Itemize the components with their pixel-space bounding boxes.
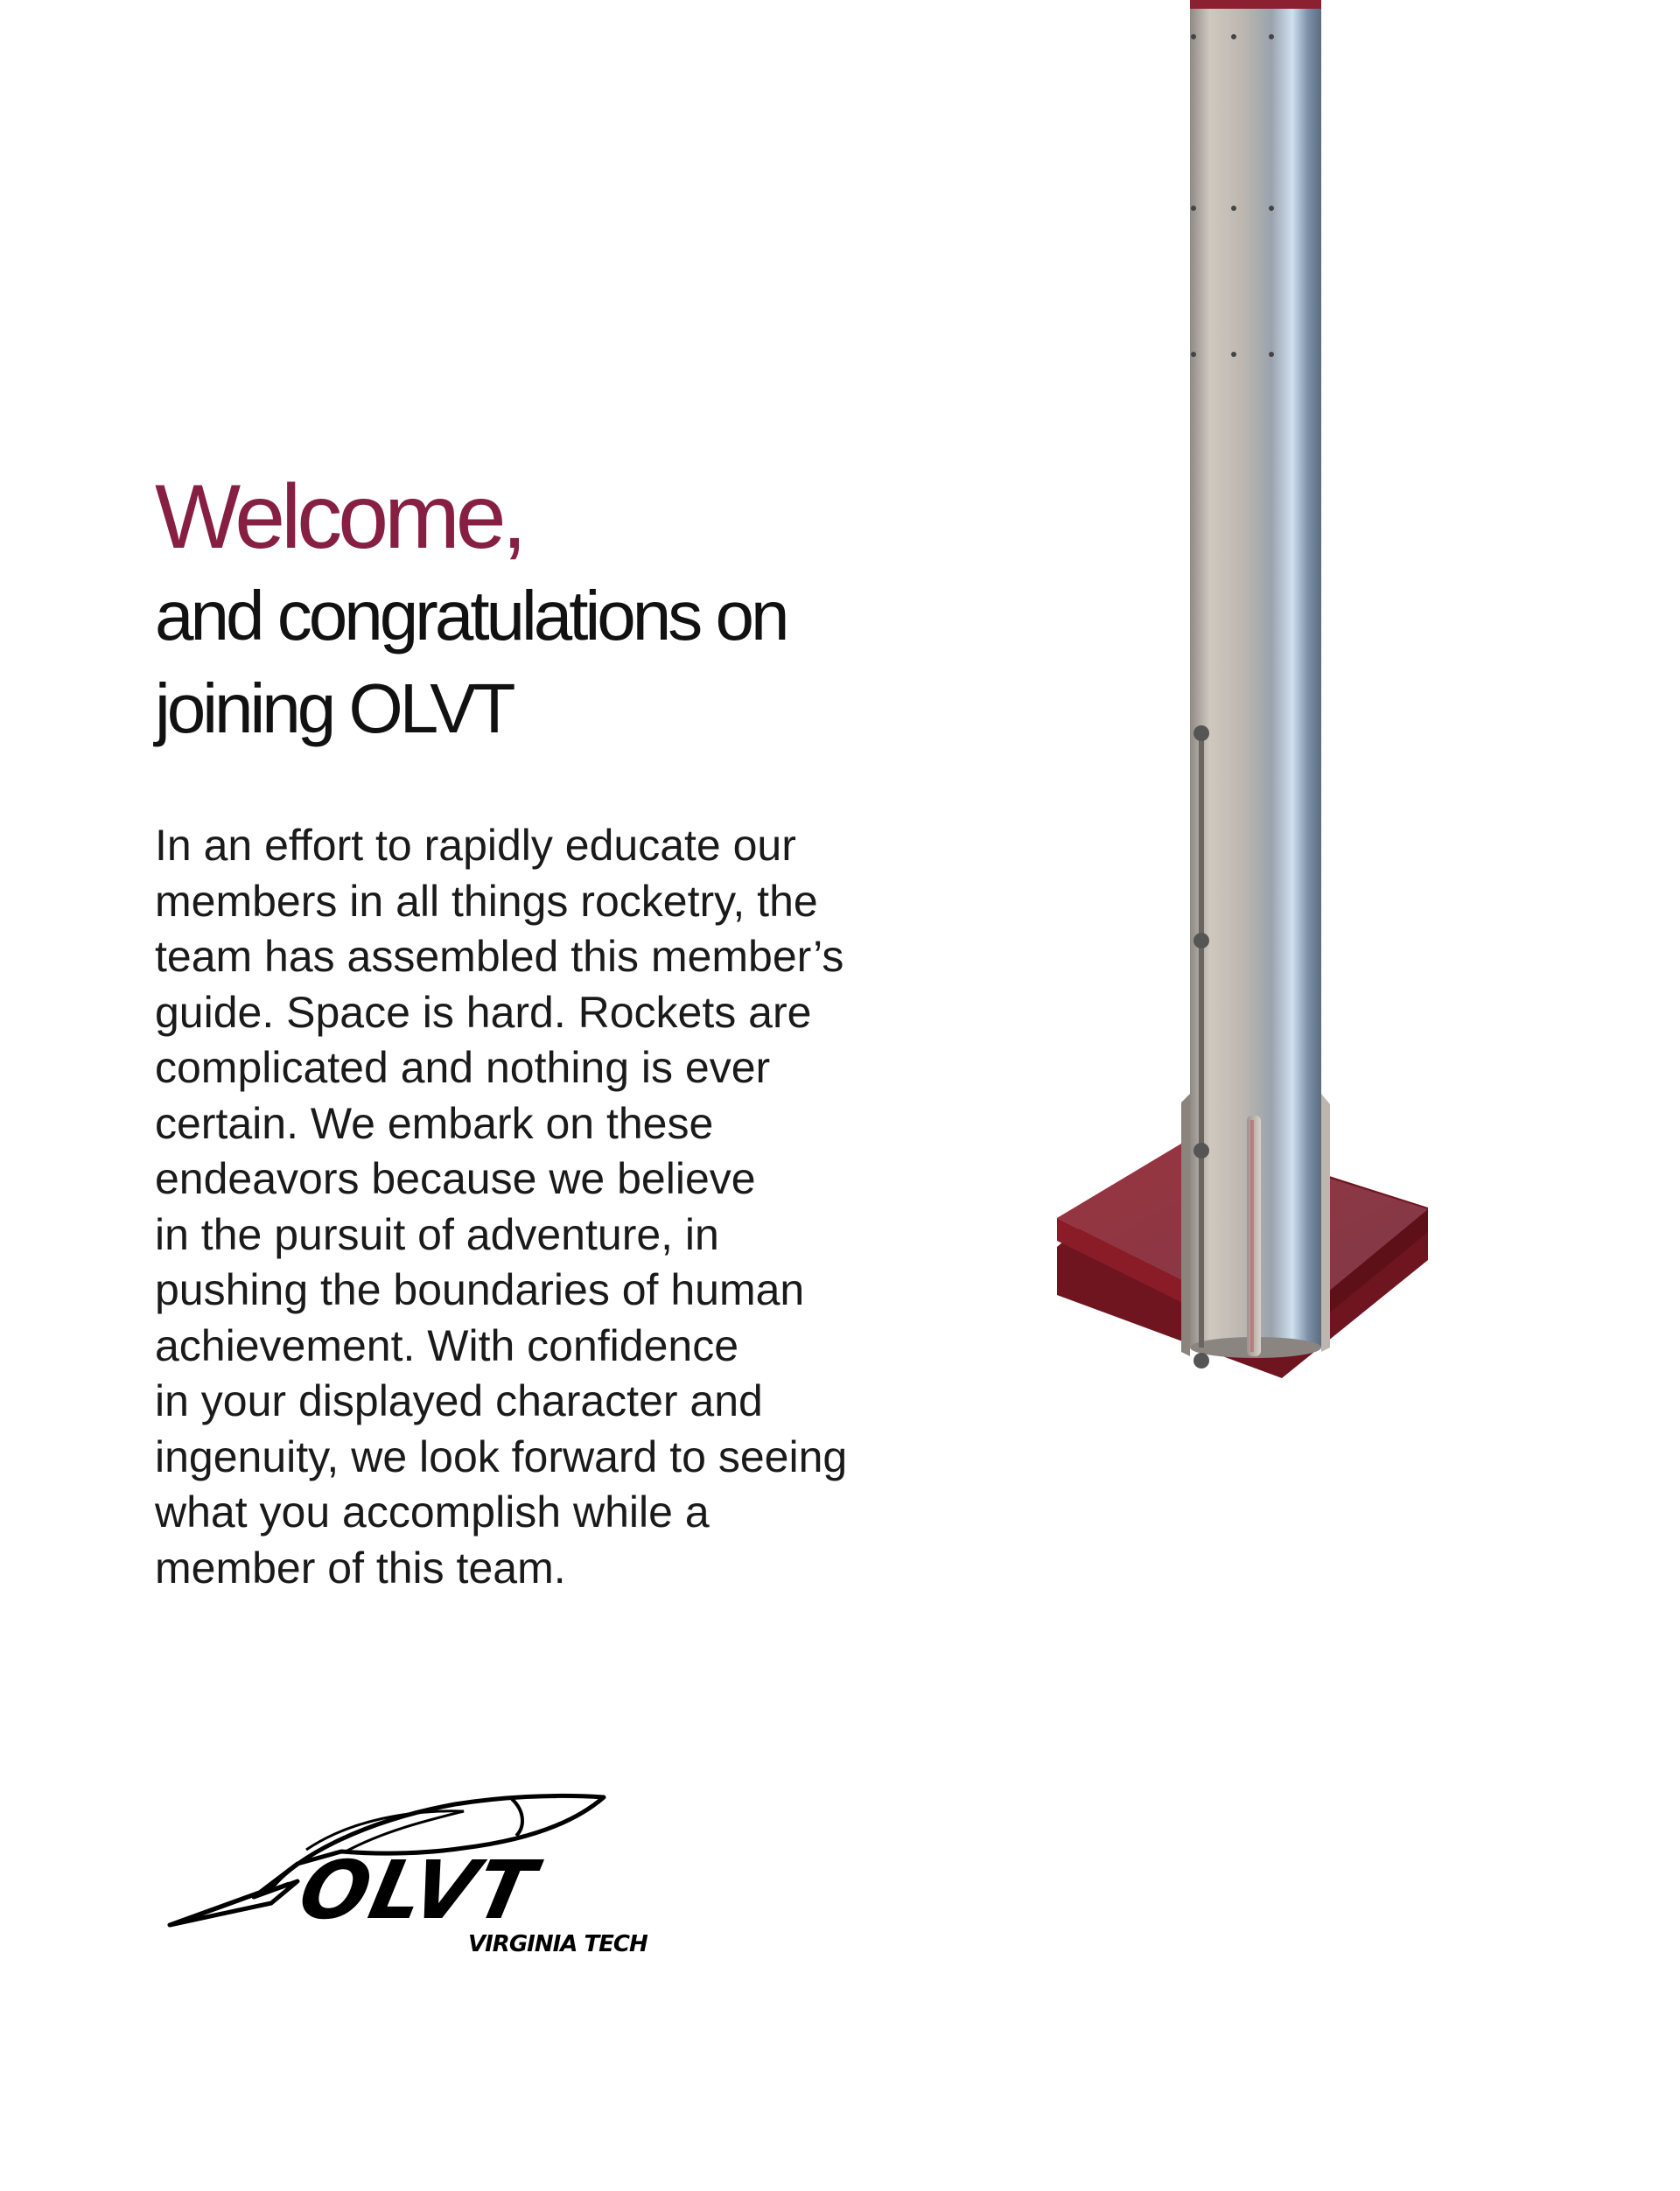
intro-line: achievement. With confidence bbox=[155, 1320, 739, 1370]
logo-tagline: VIRGINIA TECH bbox=[468, 1931, 648, 1957]
olvt-logo bbox=[166, 1785, 656, 1978]
intro-line: in the pursuit of adventure, in bbox=[155, 1209, 719, 1259]
intro-line: what you accomplish while a bbox=[155, 1488, 710, 1536]
intro-line: team has assembled this member’s bbox=[155, 932, 844, 981]
intro-line: complicated and nothing is ever bbox=[155, 1043, 771, 1092]
intro-line: ingenuity, we look forward to seeing bbox=[155, 1432, 848, 1481]
welcome-subtitle: and congratulations on joining OLVT bbox=[155, 577, 787, 747]
intro-line: endeavors because we believe bbox=[155, 1154, 756, 1203]
rocket-illustration bbox=[1050, 0, 1452, 1418]
intro-line: guide. Space is hard. Rockets are bbox=[155, 987, 812, 1037]
intro-line: pushing the boundaries of human bbox=[155, 1265, 805, 1314]
intro-line: In an effort to rapidly educate our bbox=[155, 821, 796, 870]
welcome-section bbox=[155, 468, 925, 1596]
welcome-title: Welcome, bbox=[155, 466, 523, 568]
intro-paragraph bbox=[155, 818, 872, 1596]
intro-line: members in all things rocketry, the bbox=[155, 876, 818, 926]
intro-line: in your displayed character and bbox=[155, 1376, 763, 1425]
intro-line: member of this team. bbox=[155, 1543, 566, 1592]
logo-wordmark: OLVT bbox=[291, 1843, 544, 1937]
intro-line: certain. We embark on these bbox=[155, 1098, 714, 1148]
